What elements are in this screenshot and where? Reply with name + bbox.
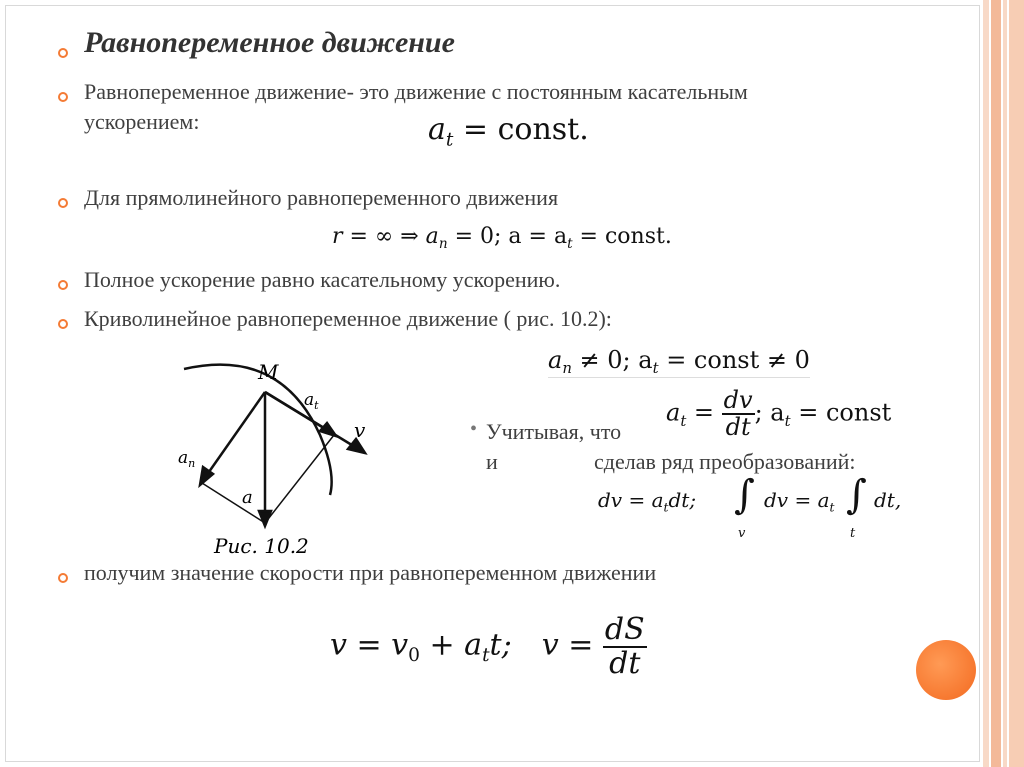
parallelogram-line-2 xyxy=(265,435,334,523)
decorative-orange-circle xyxy=(916,640,976,700)
stripe-2 xyxy=(991,0,1001,767)
bullet-1 xyxy=(58,92,68,102)
slide-title: Равнопеременное движение xyxy=(84,26,455,59)
bullet-1-line2: ускорением: xyxy=(84,109,200,134)
sub-bullet-dot: • xyxy=(470,418,478,440)
bullet-4-text: Криволинейное равнопеременное движение ( рис. 10.2): xyxy=(84,306,612,331)
bullet-5 xyxy=(58,573,68,583)
label-v: v xyxy=(354,418,366,442)
sub-bullet-line2: сделав ряд преобразований: xyxy=(594,449,856,474)
vector-a-arrow xyxy=(259,392,271,526)
bullet-1-line1: Равнопеременное движение- это движение с постоянным касательным xyxy=(84,79,748,104)
formula-at-const: $a_t$ = const. xyxy=(428,112,589,151)
vector-an-arrow xyxy=(200,392,265,485)
bullet-title xyxy=(58,48,68,58)
label-m: M xyxy=(258,360,279,384)
bullet-4 xyxy=(58,319,68,329)
figure-caption: Рис. 10.2 xyxy=(214,534,309,558)
bullet-3-text: Полное ускорение равно касательному ускорению. xyxy=(84,267,561,292)
formula-velocity: $v = v_0 + a_tt$; v = $\frac{dS}{dt}$ xyxy=(330,612,645,681)
parallelogram-line-1 xyxy=(202,483,265,523)
label-at: $a_t$ xyxy=(304,390,319,412)
label-an: $a_n$ xyxy=(178,448,196,470)
bullet-3 xyxy=(58,280,68,290)
bullet-2-text: Для прямолинейного равнопеременного движения xyxy=(84,185,559,210)
bullet-5-text: получим значение скорости при равнопеременном движении xyxy=(84,560,657,585)
formula-integral: dv = $a_tdt$; ∫ v dv = $a_t$ ∫ t dt, xyxy=(598,472,902,541)
formula-at-derivative: $a_t$ = $\frac{dv}{dt}$ ; $a_t$ = const xyxy=(666,386,892,442)
stripe-4 xyxy=(1009,0,1024,767)
stripe-1 xyxy=(983,0,989,767)
sub-bullet-line1: Учитывая, что xyxy=(486,419,622,444)
figure-10-2 xyxy=(170,355,390,560)
stripe-3 xyxy=(1003,0,1007,767)
formula-curvilinear: $a_n \ne 0$; $a_t$ = const ≠ 0 xyxy=(548,346,810,378)
sub-bullet-and: и xyxy=(486,449,498,474)
formula-straight-line: r = ∞ ⇒ $a_n = 0$; $a = a_t$ = const. xyxy=(332,224,672,252)
label-a: a xyxy=(242,487,253,508)
bullet-2 xyxy=(58,198,68,208)
